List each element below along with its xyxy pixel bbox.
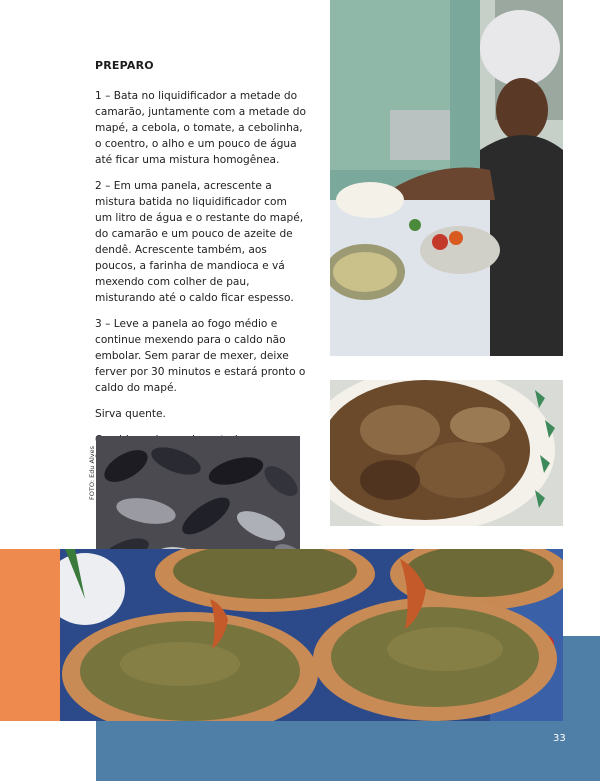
orange-accent-block — [0, 549, 60, 721]
recipe-step-1: 1 – Bata no liquidificador a metade do camarão, juntamente com a metade do mapé, a cebola, o tomate, a cebolinha, o coentro, o alho e um pouco de água até ficar uma mistura homogênea. — [95, 90, 306, 166]
serving-note: Sirva quente. — [95, 408, 166, 420]
photo-cooked-shellfish — [330, 380, 563, 526]
recipe-step-3: 3 – Leve a panela ao fogo médio e continue mexendo para o caldo não embolar. Sem parar de mexer, deixe ferver por 30 minutos e estará pronto o caldo do mapé. — [95, 318, 306, 394]
recipe-heading: PREPARO — [95, 59, 154, 72]
page-number: 33 — [553, 733, 566, 744]
photo-cook-preparing — [330, 0, 563, 356]
photo-credit: FOTO: Edu Alves — [88, 446, 96, 500]
recipe-step-2: 2 – Em uma panela, acrescente a mistura batida no liquidificador com um litro de água e o restante do mapé, do camarão e um pouco de azeite de dendê. Acrescente também, aos poucos, a farinha de mandioca e vá mexendo com colher de pau, misturando até o caldo ficar espesso. — [95, 180, 304, 304]
photo-caldo-bowls — [60, 549, 563, 721]
recipe-text — [95, 58, 307, 474]
